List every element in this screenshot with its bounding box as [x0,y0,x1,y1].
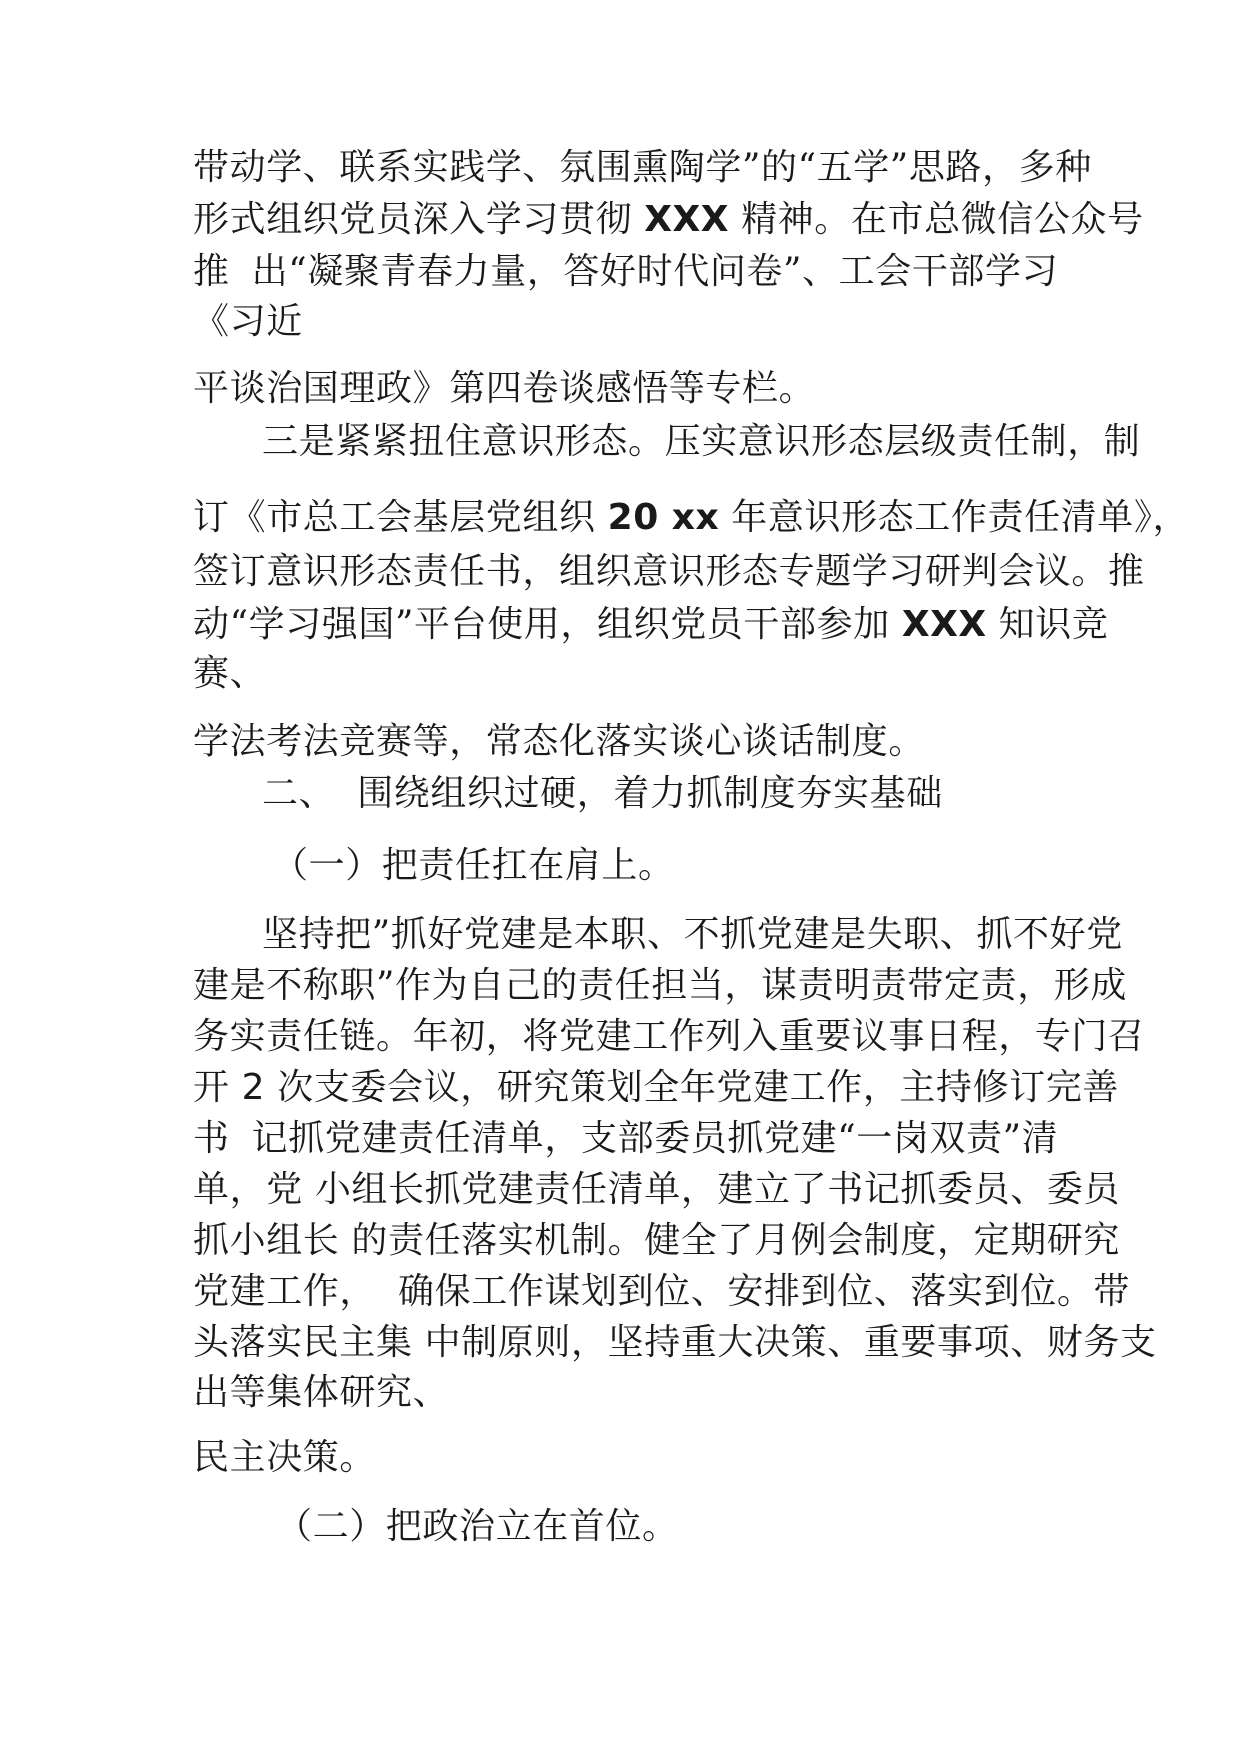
text-segment-bold: 20 xx [607,497,720,538]
text-line [193,1015,1145,1059]
text-line [193,367,815,411]
text-segment: 推 [193,251,230,292]
text-line [193,1371,449,1415]
text-line [193,1321,1157,1365]
text-line [193,603,1108,647]
text-segment: 党建工作， [193,1271,377,1312]
text-segment: 建是不称职”作为自己的责任担当，谋责明责带定责，形成 [193,965,1128,1006]
text-segment: 开 [193,1067,242,1108]
text-segment: 务实责任链。年初，将党建工作列入重要议事日程，专门召 [193,1016,1145,1057]
section-heading [262,772,943,816]
text-line [193,652,266,696]
text-line [193,496,1189,540]
paragraph-first-line [262,913,1123,957]
text-segment: 带动学、联系实践学、氛围熏陶学”的“五学”思路，多种 [193,147,1092,188]
paragraph-first-line [262,420,1140,464]
text-line [193,720,925,764]
text-segment: 动“学习强国”平台使用，组织党员干部参加 [193,604,902,645]
section-number: 二、 [262,773,336,814]
text-line [193,1270,1130,1314]
subsection-heading [276,1505,679,1549]
subsection-heading [272,844,675,888]
text-segment-bold: XXX [901,604,987,645]
text-line [193,964,1127,1008]
text-segment: 记抓党建责任清单，支部委员抓党建“一岗双责”清 [251,1118,1059,1159]
text-line [193,550,1145,594]
text-segment: 学法考法竞赛等，常态化落实谈心谈话制度。 [193,721,926,762]
text-segment: 签订意识形态责任书，组织意识形态专题学习研判会议。推 [193,551,1145,592]
section-title: 围绕组织过硬，着力抓制度夯实基础 [357,773,943,814]
text-segment: 确保工作谋划到位、安排到位、落实到位。带 [398,1271,1131,1312]
text-line [193,146,1092,190]
text-segment: 三是紧紧扭住意识形态。压实意识形态层级责任制，制 [262,421,1141,462]
text-segment: 形式组织党员深入学习贯彻 [193,199,645,240]
text-segment: 头落实民主集 [193,1322,413,1363]
text-segment: 精神。在市总微信公众号 [729,199,1144,240]
text-segment: 平谈治国理政》第四卷谈感悟等专栏。 [193,368,816,409]
text-line [193,1168,1120,1212]
subsection-title: （二）把政治立在首位。 [276,1506,679,1547]
text-segment-bold: XXX [644,199,730,240]
subsection-title: （一）把责任扛在肩上。 [272,845,675,886]
text-segment: 《习近 [193,301,303,342]
text-segment: 2 [241,1067,266,1108]
text-line [193,1219,1120,1263]
text-segment: 小组长抓党建责任清单，建立了书记抓委员、委员 [314,1169,1121,1210]
text-segment: 订《市总工会基层党组织 [193,497,608,538]
text-segment: 坚持把”抓好党建是本职、不抓党建是失职、抓不好党 [262,914,1123,955]
text-segment: 的责任落实机制。健全了月例会制度，定期研究 [351,1220,1121,1261]
text-segment: 出等集体研究、 [193,1372,450,1413]
text-segment: 出“凝聚青春力量，答好时代问卷”、工会干部学习 [251,251,1059,292]
text-segment: 年意识形态工作责任清单》， [719,497,1190,538]
text-segment: 次支委会议，研究策划全年党建工作，主持修订完善 [265,1067,1120,1108]
text-segment: 赛、 [193,653,267,694]
text-segment: 书 [193,1118,230,1159]
text-segment: 抓小组长 [193,1220,340,1261]
text-line [193,1066,1119,1110]
text-line [193,1117,1058,1161]
text-segment: 知识竞 [986,604,1109,645]
text-line [193,250,1058,294]
text-segment: 单，党 [193,1169,303,1210]
text-line [193,1436,376,1480]
text-segment: 中制原则，坚持重大决策、重要事项、财务支 [424,1322,1157,1363]
text-line [193,198,1144,242]
text-segment: 民主决策。 [193,1437,377,1478]
text-line [193,300,303,344]
